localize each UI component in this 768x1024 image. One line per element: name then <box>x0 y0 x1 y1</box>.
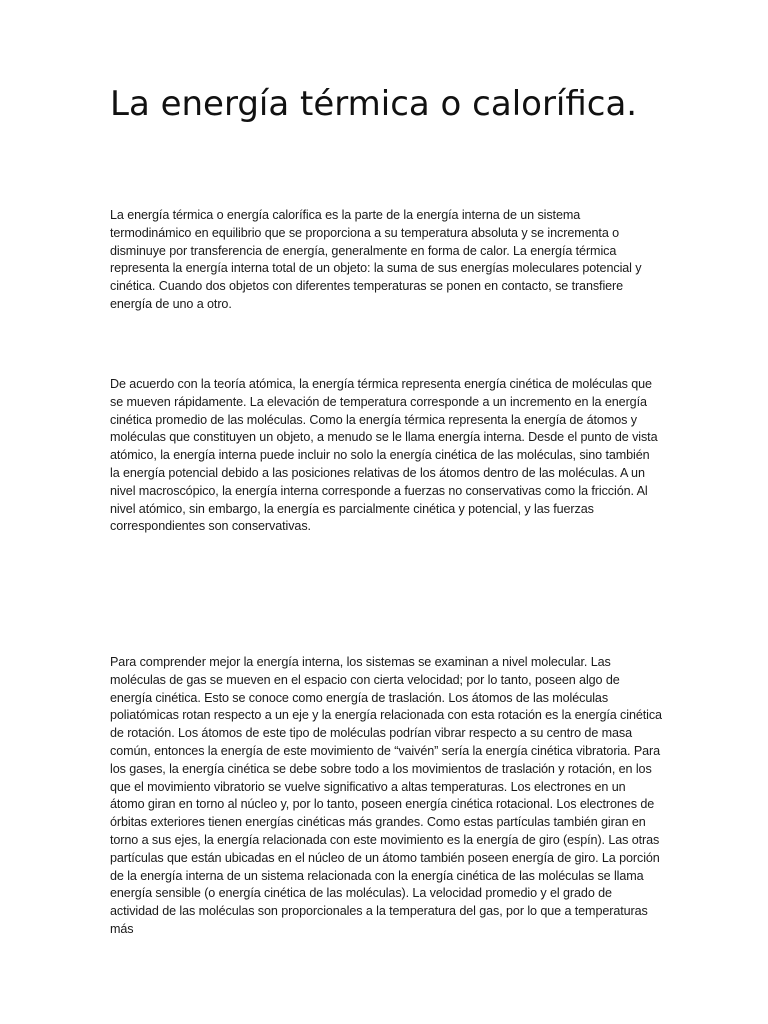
paragraph-atomic-theory: De acuerdo con la teoría atómica, la energía térmica representa energía cinética de moléculas que se mueven rápidamente. La elevación de temperatura corresponde a un incremento en la energía cinética promedio de las moléculas. Como la energía térmica representa la energía de átomos y moléculas que constituyen un objeto, a menudo se le llama energía interna. Desde el punto de vista atómico, la energía interna puede incluir no solo la energía cinética de las moléculas, sino también la energía potencial debido a las posiciones relativas de los átomos dentro de las moléculas. A un nivel macroscópico, la energía interna corresponde a fuerzas no conservativas como la fricción. Al nivel atómico, sin embargo, la energía es parcialmente cinética y potencial, y las fuerzas correspondientes son conservativas. <box>110 377 658 534</box>
paragraph-definition: La energía térmica o energía calorífica es la parte de la energía interna de un sistema termodinámico en equilibrio que se proporciona a su temperatura absoluta y se incrementa o disminuye por transferencia de energía, generalmente en forma de calor. La energía térmica representa la energía interna total de un objeto: la suma de sus energías moleculares potencial y cinética. Cuando dos objetos con diferentes temperaturas se ponen en contacto, se transfiere energía de uno a otro. <box>110 208 642 311</box>
paragraph-molecular-level: Para comprender mejor la energía interna, los sistemas se examinan a nivel molecular. Las moléculas de gas se mueven en el espacio con cierta velocidad; por lo tanto, poseen algo de energía cinética. Esto se conoce como energía de traslación. Los átomos de las moléculas poliatómicas rotan respecto a un eje y la energía relacionada con esta rotación es la energía cinética de rotación. Los átomos de este tipo de moléculas podrían vibrar respecto a su centro de masa común, entonces la energía de este movimiento de “vaivén” sería la energía cinética vibratoria. Para los gases, la energía cinética se debe sobre todo a los movimientos de traslación y rotación, en los que el movimiento vibratorio se vuelve significativo a altas temperaturas. Los electrones en un átomo giran en torno al núcleo y, por lo tanto, poseen energía cinética rotacional. Los electrones de órbitas exteriores tienen energías cinéticas más grandes. Como estas partículas también giran en torno a sus ejes, la energía relacionada con este movimiento es la energía de giro (espín). Las otras partículas que están ubicadas en el núcleo de un átomo también poseen energía de giro. La porción de la energía interna de un sistema relacionada con la energía cinética de las moléculas se llama energía sensible (o energía cinética de las moléculas). La velocidad promedio y el grado de actividad de las moléculas son proporcionales a la temperatura del gas, por lo que a temperaturas más <box>110 655 662 936</box>
page-title: La energía térmica o calorífica. <box>110 84 638 124</box>
